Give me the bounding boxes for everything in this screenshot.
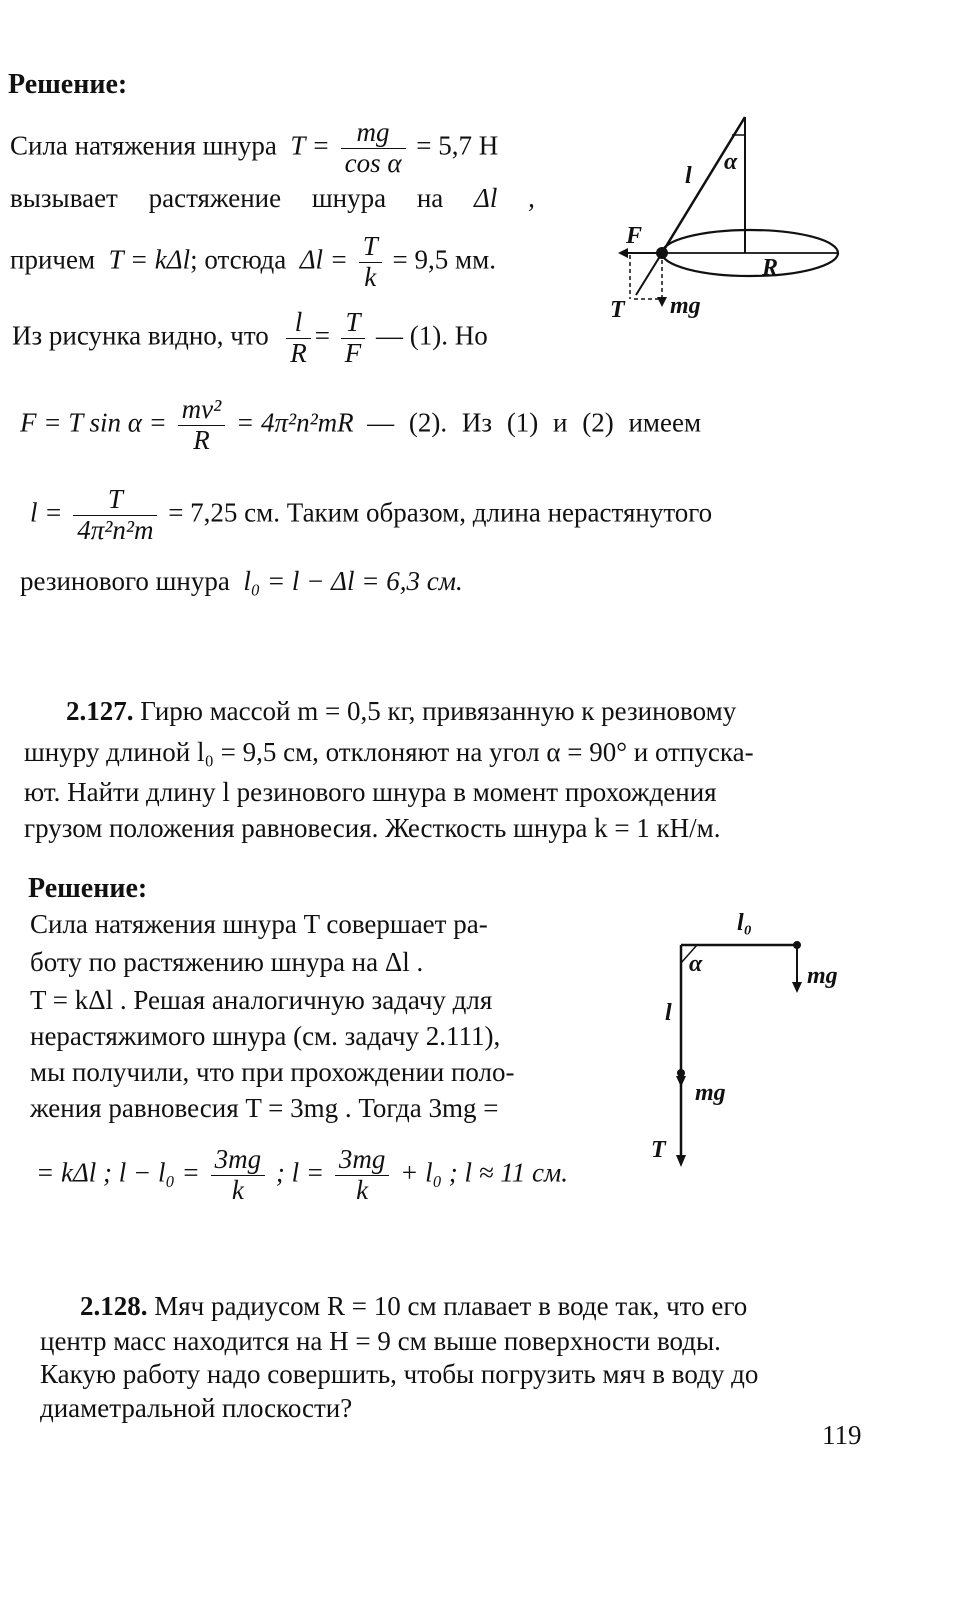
label-alpha: α [689, 951, 703, 977]
text-line: жения равновесия T = 3mg . Тогда 3mg = [30, 1093, 499, 1123]
label-F: F⃗ [626, 223, 661, 249]
arrow-head [792, 982, 802, 993]
text-line: Из рисунка видно, что $\frac{l}{R}$ = $\frac{T}{F}$ — (1). Но [12, 307, 488, 368]
label-T: T⃗ [651, 1137, 685, 1163]
page-number: 119 [822, 1420, 862, 1450]
label-alpha: α [724, 149, 738, 175]
text-line: = kΔl ; l − l₀ = $\frac{3mg}{k}$ ; l = $\frac{3mg}{k}$ + l₀ ; l ≈ 11 см. [36, 1144, 568, 1205]
problem-number: 2.127. [66, 696, 134, 726]
mass-point-bottom [677, 1069, 685, 1077]
label-T: T⃗ [610, 297, 644, 323]
label-l: l [685, 163, 692, 189]
text-line: T = kΔl . Решая аналогичную задачу для [30, 985, 493, 1015]
problem-line: диаметральной плоскости? [40, 1393, 353, 1423]
conical-pendulum-figure [600, 105, 850, 335]
text-line: резинового шнура l₀ = l − Δl = 6,3 см. [20, 566, 463, 596]
label-mg: mg⃗ [695, 1080, 745, 1106]
label-mg-top: mg⃗ [807, 963, 857, 989]
text-line: F = T sin α = $\frac{\text{mv²}}{R}$ = 4π²n²mR — (2). Из (1) и (2) имеем [20, 394, 702, 455]
problem-line: 2.127. Гирю массой m = 0,5 кг, привязанную к резиновому [66, 696, 737, 726]
label-l0: l₀ [737, 910, 753, 936]
text-line: Сила натяжения шнура T совершает ра- [30, 909, 488, 939]
label-l: l [665, 1000, 672, 1026]
text-line: причем T = kΔl; отсюда Δl = $\frac{T}{k}$ = 9,5 мм. [10, 231, 496, 292]
text-line: нерастяжимого шнура (см. задачу 2.111), [30, 1021, 501, 1051]
problem-line: шнуру длиной l₀ = 9,5 см, отклоняют на угол α = 90° и отпуска- [24, 737, 754, 767]
text-line: l = $\frac{T}{\text{4π²n²m}}$ = 7,25 см. Таким образом, длина нерастянутого [30, 484, 713, 545]
problem-line: Какую работу надо совершить, чтобы погрузить мяч в воду до [40, 1359, 759, 1389]
label-R: R [762, 255, 779, 281]
solution-heading-2: Решение: [28, 873, 148, 904]
problem-number: 2.128. [80, 1291, 148, 1321]
text-line: боту по растяжению шнура на Δl . [30, 947, 424, 977]
text-line: вызывает растяжение шнура на Δl , [10, 183, 535, 213]
pendulum-figure [645, 905, 865, 1175]
arrow-head [676, 1076, 686, 1087]
problem-line: 2.128. Мяч радиусом R = 10 см плавает в воде так, что его [80, 1291, 748, 1321]
force-T-arrow [636, 253, 662, 295]
problem-line: ют. Найти длину l резинового шнура в момент прохождения [24, 777, 717, 807]
label-mg: mg⃗ [670, 293, 720, 319]
arrow-head [618, 248, 628, 258]
text-line: мы получили, что при прохождении поло- [30, 1057, 515, 1087]
problem-line: грузом положения равновесия. Жесткость шнура k = 1 кН/м. [24, 813, 721, 843]
text-line: Сила натяжения шнура T = $\frac{mg}{\text{cos α}}$ = 5,7 Н [10, 117, 499, 178]
solution-heading-1: Решение: [8, 69, 128, 100]
problem-line: центр масс находится на H = 9 см выше поверхности воды. [40, 1326, 721, 1356]
